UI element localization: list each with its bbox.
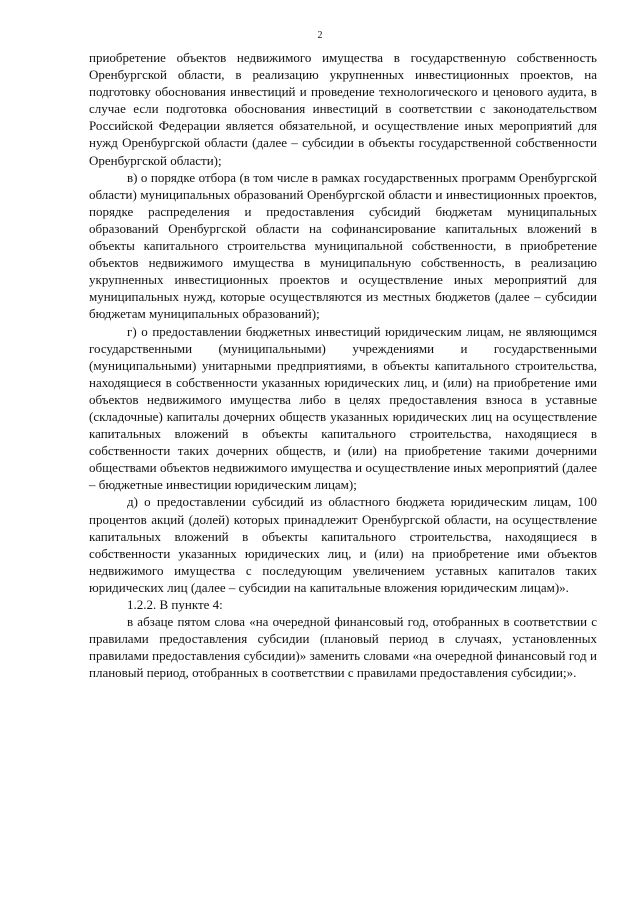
paragraph-item-g: г) о предоставлении бюджетных инвестиций юридическим лицам, не являющимся государственными (муниципальными) учреждениями и государственными (муниципальными) унитарными предприятиями, в объекты капитального строительства, находящиеся в собственности указанных юридических лиц, и (или) на приобретение ими объектов недвижимого имущества либо в целях предоставления взноса в уставные (складочные) капиталы дочерних обществ указанных юридических лиц на осуществление капитальных вложений в объекты капитального строительства, находящиеся в собственности таких дочерних обществ, и (или) на приобретение такими дочерними обществами объектов недвижимого имущества и осуществление иных мероприятий (далее – бюджетные инвестиции юридическим лицам); — [89, 323, 597, 493]
paragraph-amendment: в абзаце пятом слова «на очередной финансовый год, отобранных в соответствии с правилами предоставления субсидии (плановый период в случаях, установленных правилами предоставления субсидии)» заменить словами «на очередной финансовый год и плановый период, отобранных в соответствии с правилами предоставления субсидии;». — [89, 614, 597, 681]
paragraph-clause-1-2-2: 1.2.2. В пункте 4: — [127, 597, 223, 612]
paragraph-item-v: в) о порядке отбора (в том числе в рамках государственных программ Оренбургской области) муниципальных образований Оренбургской области и инвестиционных проектов, порядке распределения и предоставления субсидий бюджетам муниципальных образований Оренбургской области на софинансирование капитальных вложений в объекты капитального строительства муниципальной собственности, в приобретение объектов недвижимого имущества в муниципальную собственность, в реализацию укрупненных инвестиционных проектов и осуществление иных мероприятий для муниципальных нужд, которые осуществляются из местных бюджетов (далее – субсидии бюджетам муниципальных образований); — [89, 169, 597, 322]
page-number: 2 — [317, 30, 323, 41]
paragraph-continuation: приобретение объектов недвижимого имущества в государственную собственность Оренбургской области, в реализацию укрупненных инвестиционных проектов, на подготовку обоснования инвестиций и проведение технологического и ценового аудита, в случае если подготовка обоснования инвестиций в соответствии с законодательством Российской Федерации является обязательной, и осуществление иных мероприятий для нужд Оренбургской области (далее – субсидии в объекты государственной собственности Оренбургской области); — [89, 50, 597, 168]
document-body — [89, 49, 597, 681]
paragraph-item-d: д) о предоставлении субсидий из областного бюджета юридическим лицам, 100 процентов акций (долей) которых принадлежит Оренбургской области, на осуществление капитальных вложений в объекты капитального строительства, находящиеся в собственности указанных юридических лиц, и (или) на приобретение ими объектов недвижимого имущества с последующим увеличением уставных капиталов таких юридических лиц (далее – субсидии на капитальные вложения юридическим лицам)». — [89, 494, 597, 595]
